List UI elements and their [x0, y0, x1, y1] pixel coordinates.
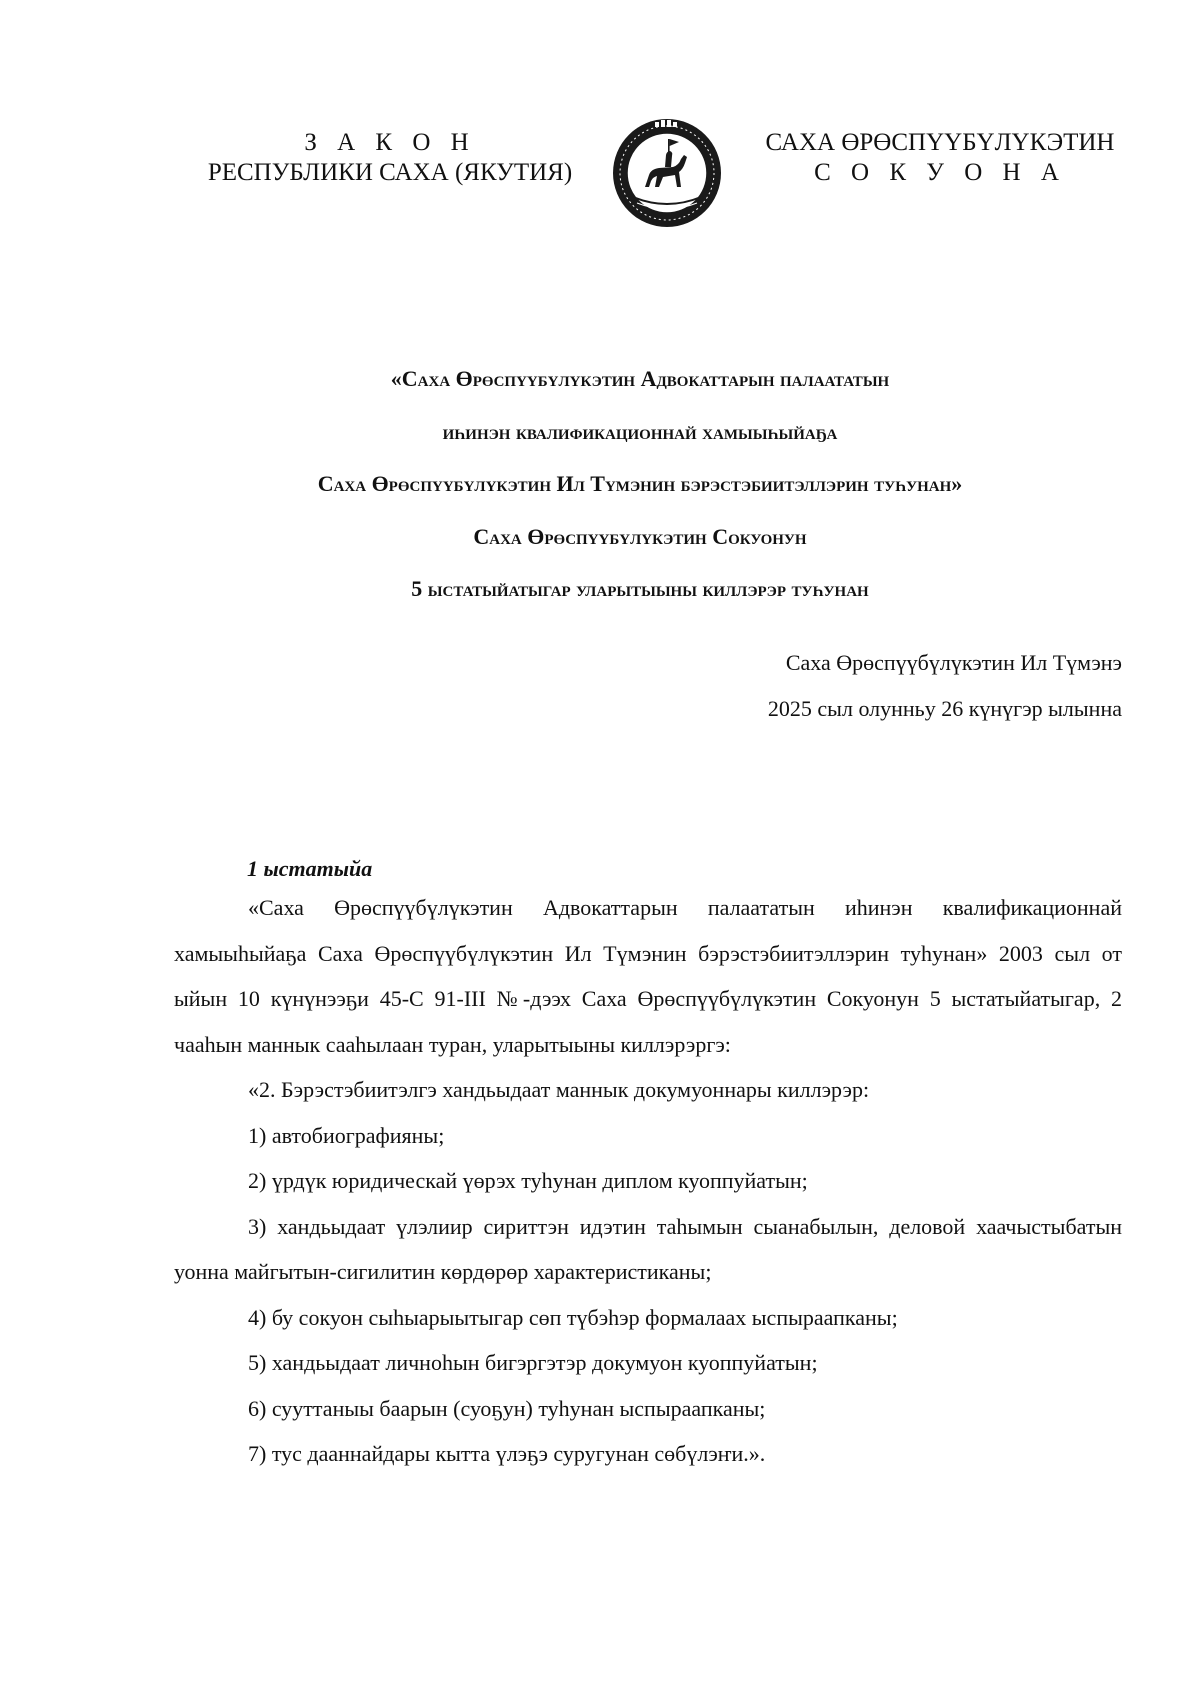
header-sakha-law-word: С О К У О Н А [814, 159, 1066, 186]
law-title-line: Саха Өрөспүүбүлүкэтин Сокуонун [473, 523, 807, 549]
law-title-line: «Саха Өрөспүүбүлүкэтин Адвокаттарын палаататын [390, 366, 890, 391]
law-title-line: 5 ыстатыйатыгар уларытыыны киллэрэр туһунан [411, 576, 869, 601]
list-item: 6) сууттаныы баарын (суоҕун) туһунан ыспыраапканы; [248, 1395, 766, 1421]
list-item: 5) хандьыдаат личноһын бигэргэтэр докумуон куоппуйатын; [248, 1350, 818, 1375]
article-clause: «2. Бэрэстэбиитэлгэ хандьыдаат маннык докумуоннары киллэрэр: [248, 1077, 870, 1102]
adoption-date: 2025 сыл олунньу 26 күнүгэр ылынна [767, 696, 1122, 721]
adopting-body: Саха Өрөспүүбүлүкэтин Ил Түмэнэ [785, 650, 1122, 675]
list-item: 7) тус дааннайдары кытта үлэҕэ суругунан сөбүлэҥи.». [248, 1441, 766, 1466]
header-russian-republic-name: РЕСПУБЛИКИ САХА (ЯКУТИЯ) [207, 159, 573, 186]
header-sakha [740, 128, 1140, 188]
header-russian-law-word: З А К О Н [304, 129, 476, 156]
header-sakha-republic-name: САХА ӨРӨСПҮҮБҮЛҮКЭТИН [765, 129, 1115, 156]
law-title-line: Саха Өрөспүүбүлүкэтин Ил Түмэнин бэрэстэбиитэллэрин туһунан» [317, 471, 963, 496]
law-title-line: иһинэн квалификационнай хамыыһыйаҕа [442, 418, 838, 444]
header-russian [200, 128, 580, 188]
list-item: 1) автобиографияны; [248, 1122, 445, 1148]
list-item: 2) үрдүк юридическай үөрэх туһунан диплом куоппуйатын; [248, 1168, 808, 1193]
article-intro-paragraph: «Саха Өрөспүүбүлүкэтин Адвокаттарын палаататын иһинэн квалификационнай хамыыһыйаҕа Саха Өрөспүүбүлүкэтин Ил Түмэнин бэрэстэбиитэллэрин туһунан» 2003 сыл от ыйын 10 күнүнээҕи 45-С 91-III №-дээх Саха Өрөспүүбүлүкэтин Сокуонун 5 ыстатыйатыгар, 2 чааһын маннык сааһылаан туран, уларытыыны киллэрэргэ: [174, 895, 1122, 1057]
adoption-note [768, 640, 1122, 732]
coat-of-arms-emblem [611, 117, 723, 229]
list-item: 3) хандьыдаат үлэлиир сириттэн идэтин таһымын сыанабылын, деловой хаачыстыбатын уонна майгытын-сигилитин көрдөрөр характеристиканы; [174, 1213, 1122, 1284]
list-item: 4) бу сокуон сыһыарыытыгар сөп түбэһэр формалаах ыспыраапканы; [248, 1304, 898, 1330]
article-heading: 1 ыстатыйа [247, 856, 373, 881]
law-title [170, 353, 1110, 616]
article-body [174, 885, 1122, 1477]
